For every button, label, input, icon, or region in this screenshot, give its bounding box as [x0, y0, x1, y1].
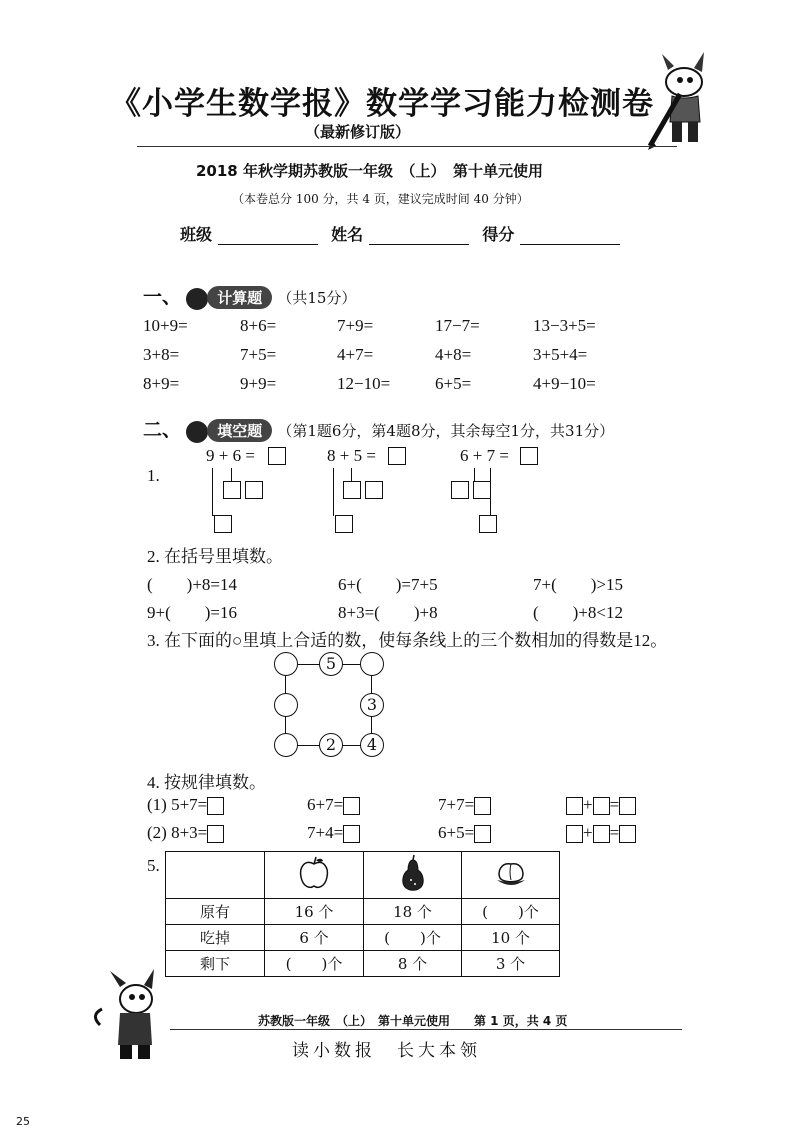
q4-item: 7+4=: [307, 823, 360, 843]
calc-item: 9+9=: [240, 374, 277, 393]
q4-row-2: [147, 823, 224, 843]
answer-box[interactable]: [343, 825, 360, 843]
section2-points: （第1题6分，第4题8分，其余每空1分，共31分）: [277, 422, 615, 440]
given-circle: 4: [360, 733, 384, 757]
q1-equation: 9 + 6 =: [206, 446, 255, 465]
table-row-label: 剩下: [166, 951, 265, 977]
section2-badge: 填空题: [207, 419, 272, 442]
calc-item: 10+9=: [143, 316, 188, 335]
page-number: 25: [16, 1115, 30, 1128]
answer-box[interactable]: [566, 825, 583, 843]
answer-box[interactable]: [268, 447, 286, 465]
answer-box[interactable]: [520, 447, 538, 465]
blank-circle[interactable]: [360, 652, 384, 676]
name-label: 姓名: [331, 225, 364, 244]
calc-item: 12−10=: [337, 374, 391, 393]
name-field[interactable]: [369, 228, 469, 245]
answer-box[interactable]: [619, 797, 636, 815]
answer-box[interactable]: [593, 825, 610, 843]
calc-item: 4+9−10=: [533, 374, 596, 393]
blank-circle[interactable]: [274, 652, 298, 676]
q3-label: 3. 在下面的○里填上合适的数，使每条线上的三个数相加的得数是12。: [147, 631, 668, 650]
header-rule: [137, 146, 677, 147]
section1-heading: [143, 282, 356, 310]
calc-item: 4+8=: [435, 345, 472, 364]
q2-item[interactable]: ( )+8<12: [533, 603, 623, 622]
answer-box[interactable]: [566, 797, 583, 815]
q4-item: 6+5=: [438, 823, 491, 843]
q2-label: 2. 在括号里填数。: [147, 547, 283, 566]
q4-row-1: [147, 795, 224, 815]
table-cell[interactable]: ( )个: [462, 899, 560, 925]
footer-rule: [170, 1029, 682, 1030]
split-box[interactable]: [473, 481, 491, 499]
calc-item: 17−7=: [435, 316, 480, 335]
calc-item: 6+5=: [435, 374, 472, 393]
peach-icon: [462, 852, 560, 899]
table-cell: 6 个: [265, 925, 364, 951]
section1-badge: 计算题: [207, 286, 272, 309]
exam-info: 2018 年秋学期苏教版一年级 （上） 第十单元使用: [196, 162, 543, 180]
sum-box[interactable]: [479, 515, 497, 533]
calc-item: 7+5=: [240, 345, 277, 364]
split-box[interactable]: [223, 481, 241, 499]
answer-box[interactable]: [474, 797, 491, 815]
answer-box[interactable]: [388, 447, 406, 465]
split-box[interactable]: [343, 481, 361, 499]
table-cell[interactable]: ( )个: [265, 951, 364, 977]
page-title: 《小学生数学报》数学学习能力检测卷: [110, 86, 654, 122]
subtitle: （最新修订版）: [305, 123, 411, 141]
q2-item[interactable]: 9+( )=16: [147, 603, 237, 622]
q4-pattern: + =: [566, 795, 636, 815]
sum-box[interactable]: [214, 515, 232, 533]
table-row-label: 吃掉: [166, 925, 265, 951]
given-circle: 2: [319, 733, 343, 757]
exam-note: （本卷总分 100 分，共 4 页，建议完成时间 40 分钟）: [232, 192, 529, 206]
answer-box[interactable]: [343, 797, 360, 815]
calc-item: 7+9=: [337, 316, 374, 335]
class-label: 班级: [180, 225, 213, 244]
q4-item: 6+7=: [307, 795, 360, 815]
mascot-badge-icon: [186, 421, 208, 443]
q2-item[interactable]: 8+3=( )+8: [338, 603, 438, 622]
q4-label: 4. 按规律填数。: [147, 773, 266, 792]
table-cell: 8 个: [364, 951, 462, 977]
calc-item: 8+9=: [143, 374, 180, 393]
answer-box[interactable]: [619, 825, 636, 843]
split-box[interactable]: [451, 481, 469, 499]
q1-label: 1.: [147, 466, 160, 485]
given-circle: 5: [319, 652, 343, 676]
footer-info: 苏教版一年级 （上） 第十单元使用 第 1 页，共 4 页: [258, 1014, 568, 1028]
given-circle: 3: [360, 693, 384, 717]
answer-box[interactable]: [207, 825, 224, 843]
pear-icon: [364, 852, 462, 899]
calc-item: 3+5+4=: [533, 345, 588, 364]
q1-equation: 6 + 7 =: [460, 446, 509, 465]
q4-row-label: (2) 8+3=: [147, 823, 208, 842]
answer-box[interactable]: [593, 797, 610, 815]
class-field[interactable]: [218, 228, 318, 245]
section2-heading: [143, 415, 614, 443]
fruit-table: [165, 851, 560, 977]
table-cell[interactable]: ( )个: [364, 925, 462, 951]
answer-box[interactable]: [207, 797, 224, 815]
blank-circle[interactable]: [274, 733, 298, 757]
q5-label: 5.: [147, 856, 160, 875]
calc-item: 13−3+5=: [533, 316, 596, 335]
blank-circle[interactable]: [274, 693, 298, 717]
table-cell: 16 个: [265, 899, 364, 925]
calc-item: 3+8=: [143, 345, 180, 364]
table-cell: 3 个: [462, 951, 560, 977]
score-label: 得分: [482, 225, 515, 244]
q4-row-label: (1) 5+7=: [147, 795, 208, 814]
table-cell: 10 个: [462, 925, 560, 951]
q2-item[interactable]: 6+( )=7+5: [338, 575, 438, 594]
footer-slogan: 读小数报 长大本领: [292, 1041, 481, 1061]
q4-item: 7+7=: [438, 795, 491, 815]
calc-item: 4+7=: [337, 345, 374, 364]
answer-box[interactable]: [474, 825, 491, 843]
q4-pattern: + =: [566, 823, 636, 843]
split-box[interactable]: [245, 481, 263, 499]
score-field[interactable]: [520, 228, 620, 245]
student-fields: [180, 222, 620, 245]
mascot-pencil-icon: [640, 50, 720, 150]
section1-number: 一、: [143, 286, 182, 308]
q2-item[interactable]: 7+( )>15: [533, 575, 623, 594]
apple-icon: [265, 852, 364, 899]
table-cell: 18 个: [364, 899, 462, 925]
q2-item[interactable]: ( )+8=14: [147, 575, 237, 594]
split-box[interactable]: [365, 481, 383, 499]
section1-points: （共15分）: [277, 289, 357, 307]
q1-equation: 8 + 5 =: [327, 446, 376, 465]
calc-item: 8+6=: [240, 316, 277, 335]
table-row-label: 原有: [166, 899, 265, 925]
mascot-dog-icon: [80, 965, 170, 1065]
section2-number: 二、: [143, 419, 182, 441]
sum-box[interactable]: [335, 515, 353, 533]
mascot-badge-icon: [186, 288, 208, 310]
